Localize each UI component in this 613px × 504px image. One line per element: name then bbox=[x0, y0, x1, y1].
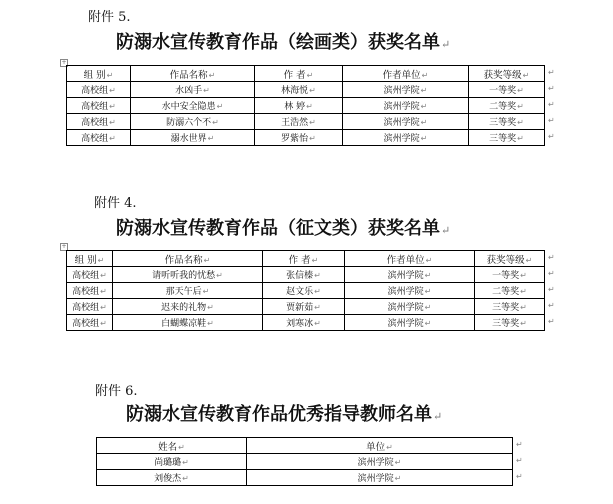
header-unit-text: 单位 bbox=[366, 441, 386, 453]
row-end-mark: ↵ bbox=[548, 301, 555, 310]
cell-mark: ↵ bbox=[207, 134, 215, 143]
header-unit bbox=[247, 438, 513, 454]
cell-mark: ↵ bbox=[208, 70, 216, 80]
cell-mark: ↵ bbox=[203, 255, 211, 265]
row-end-mark: ↵ bbox=[548, 68, 555, 77]
cell-work-name bbox=[131, 130, 255, 146]
section-title-text-2: 防溺水宣传教育作品（征文类）获奖名单 bbox=[116, 218, 440, 239]
cell-author-unit-text: 滨州学院 bbox=[383, 102, 420, 112]
cell-author-text: 刘寒冰 bbox=[286, 319, 314, 329]
cell-mark: ↵ bbox=[178, 442, 185, 452]
header-author bbox=[255, 66, 343, 82]
header-author-text: 作 者 bbox=[283, 69, 306, 81]
cell-mark: ↵ bbox=[314, 303, 321, 312]
paragraph-mark: ↵ bbox=[441, 38, 451, 51]
table-row bbox=[67, 283, 545, 299]
award-table-painting bbox=[66, 65, 545, 146]
cell-group bbox=[67, 82, 131, 98]
cell-group bbox=[67, 98, 131, 114]
cell-mark: ↵ bbox=[100, 271, 107, 280]
cell-mark: ↵ bbox=[520, 287, 527, 296]
cell-mark: ↵ bbox=[424, 303, 432, 312]
cell-author-text: 王浩然 bbox=[281, 118, 309, 128]
table-row bbox=[67, 130, 545, 146]
header-group bbox=[67, 251, 113, 267]
cell-mark: ↵ bbox=[216, 102, 224, 111]
cell-mark: ↵ bbox=[520, 271, 527, 280]
cell-author-unit bbox=[343, 114, 469, 130]
header-award-level-text: 获奖等级 bbox=[483, 69, 522, 81]
cell-award-level bbox=[475, 267, 545, 283]
table-row bbox=[67, 82, 545, 98]
table-row bbox=[97, 470, 513, 486]
attachment-label-2: 附件 4. bbox=[94, 196, 137, 211]
row-end-mark: ↵ bbox=[548, 84, 555, 93]
cell-mark: ↵ bbox=[394, 458, 402, 467]
cell-name bbox=[97, 470, 247, 486]
cell-author bbox=[255, 98, 343, 114]
cell-award-level-text: 二等奖 bbox=[492, 287, 520, 297]
award-table-essay bbox=[66, 250, 545, 331]
header-work-name-text: 作品名称 bbox=[164, 254, 203, 266]
cell-author-text: 贾新茹 bbox=[286, 303, 314, 313]
section-title-text-1: 防溺水宣传教育作品（绘画类）获奖名单 bbox=[116, 32, 440, 53]
cell-mark: ↵ bbox=[517, 134, 524, 143]
cell-mark: ↵ bbox=[97, 255, 105, 265]
table-row bbox=[67, 98, 545, 114]
row-end-mark: ↵ bbox=[548, 116, 555, 125]
cell-mark: ↵ bbox=[212, 118, 219, 127]
cell-author bbox=[255, 130, 343, 146]
header-name-text: 姓名 bbox=[158, 441, 178, 453]
cell-author-text: 张信榛 bbox=[286, 271, 314, 281]
cell-group bbox=[67, 315, 113, 331]
header-work-name bbox=[113, 251, 263, 267]
cell-author-unit bbox=[345, 315, 475, 331]
teacher-table bbox=[96, 437, 513, 486]
cell-work-name-text: 水凶手 bbox=[175, 86, 203, 96]
table-row bbox=[67, 114, 545, 130]
cell-mark: ↵ bbox=[311, 255, 319, 265]
cell-mark: ↵ bbox=[517, 86, 524, 95]
cell-award-level-text: 三等奖 bbox=[492, 319, 520, 329]
cell-author-unit-text: 滨州学院 bbox=[387, 287, 424, 297]
header-author-unit bbox=[345, 251, 475, 267]
row-end-mark: ↵ bbox=[548, 253, 555, 262]
attachment-label-3: 附件 6. bbox=[95, 384, 138, 399]
cell-work-name-text: 迟来的礼物 bbox=[161, 303, 207, 313]
cell-unit-text: 滨州学院 bbox=[357, 474, 394, 484]
cell-mark: ↵ bbox=[314, 319, 321, 328]
header-author-text: 作 者 bbox=[288, 254, 311, 266]
cell-award-level bbox=[475, 283, 545, 299]
cell-group-text: 高校组 bbox=[81, 118, 109, 128]
cell-mark: ↵ bbox=[420, 86, 428, 95]
cell-mark: ↵ bbox=[100, 287, 107, 296]
cell-mark: ↵ bbox=[309, 134, 316, 143]
row-end-mark: ↵ bbox=[548, 317, 555, 326]
header-group-text: 组 别 bbox=[83, 69, 106, 81]
cell-mark: ↵ bbox=[420, 102, 428, 111]
header-work-name-text: 作品名称 bbox=[169, 69, 208, 81]
cell-mark: ↵ bbox=[109, 102, 116, 111]
header-work-name bbox=[131, 66, 255, 82]
cell-author bbox=[263, 283, 345, 299]
cell-author-unit-text: 滨州学院 bbox=[387, 303, 424, 313]
cell-group-text: 高校组 bbox=[72, 303, 100, 313]
cell-author-unit-text: 滨州学院 bbox=[383, 86, 420, 96]
cell-mark: ↵ bbox=[309, 86, 316, 95]
cell-award-level-text: 三等奖 bbox=[492, 303, 520, 313]
row-end-mark: ↵ bbox=[548, 269, 555, 278]
cell-award-level bbox=[475, 315, 545, 331]
cell-author-unit-text: 滨州学院 bbox=[383, 134, 420, 144]
cell-mark: ↵ bbox=[100, 319, 107, 328]
cell-mark: ↵ bbox=[182, 474, 189, 483]
cell-name-text: 刘俊杰 bbox=[154, 474, 182, 484]
cell-group-text: 高校组 bbox=[81, 102, 109, 112]
table-row bbox=[67, 315, 545, 331]
header-award-level-text: 获奖等级 bbox=[486, 254, 525, 266]
cell-mark: ↵ bbox=[520, 303, 527, 312]
cell-author-unit bbox=[343, 82, 469, 98]
row-end-mark: ↵ bbox=[548, 132, 555, 141]
cell-work-name bbox=[113, 283, 263, 299]
cell-work-name-text: 白蝴蝶凉鞋 bbox=[161, 319, 207, 329]
cell-author-unit-text: 滨州学院 bbox=[383, 118, 420, 128]
cell-group bbox=[67, 299, 113, 315]
cell-mark: ↵ bbox=[420, 134, 428, 143]
table-move-handle-2[interactable]: + bbox=[61, 243, 67, 250]
attachment-label-1: 附件 5. bbox=[88, 10, 131, 25]
cell-author-unit bbox=[345, 283, 475, 299]
cell-name bbox=[97, 454, 247, 470]
header-group bbox=[67, 66, 131, 82]
cell-author bbox=[263, 267, 345, 283]
cell-group-text: 高校组 bbox=[72, 287, 100, 297]
cell-group-text: 高校组 bbox=[81, 134, 109, 144]
table-row bbox=[67, 267, 545, 283]
cell-mark: ↵ bbox=[517, 102, 524, 111]
cell-group bbox=[67, 267, 113, 283]
cell-group-text: 高校组 bbox=[72, 319, 100, 329]
header-award-level bbox=[469, 66, 545, 82]
cell-unit bbox=[247, 454, 513, 470]
cell-award-level-text: 一等奖 bbox=[489, 86, 517, 96]
header-award-level bbox=[475, 251, 545, 267]
cell-award-level-text: 二等奖 bbox=[489, 102, 517, 112]
cell-group bbox=[67, 130, 131, 146]
cell-work-name-text: 那天午后 bbox=[165, 287, 202, 297]
cell-author bbox=[263, 299, 345, 315]
cell-work-name bbox=[113, 299, 263, 315]
row-end-mark: ↵ bbox=[516, 472, 523, 481]
cell-award-level-text: 三等奖 bbox=[489, 118, 517, 128]
cell-mark: ↵ bbox=[421, 70, 429, 80]
cell-mark: ↵ bbox=[420, 118, 428, 127]
header-author-unit bbox=[343, 66, 469, 82]
cell-work-name bbox=[131, 98, 255, 114]
cell-group-text: 高校组 bbox=[72, 271, 100, 281]
cell-group bbox=[67, 114, 131, 130]
row-end-mark: ↵ bbox=[548, 285, 555, 294]
cell-mark: ↵ bbox=[309, 118, 316, 127]
cell-mark: ↵ bbox=[203, 86, 210, 95]
table-header-row bbox=[97, 438, 513, 454]
cell-mark: ↵ bbox=[216, 271, 223, 280]
cell-award-level-text: 三等奖 bbox=[489, 134, 517, 144]
cell-author-text: 林 婷 bbox=[284, 102, 306, 112]
cell-award-level bbox=[469, 114, 545, 130]
cell-mark: ↵ bbox=[106, 70, 114, 80]
cell-work-name bbox=[131, 82, 255, 98]
cell-mark: ↵ bbox=[424, 287, 432, 296]
cell-award-level bbox=[469, 82, 545, 98]
cell-name-text: 尚璐璐 bbox=[154, 458, 182, 468]
cell-author-unit-text: 滨州学院 bbox=[387, 319, 424, 329]
cell-work-name-text: 溺水世界 bbox=[170, 134, 207, 144]
cell-mark: ↵ bbox=[520, 319, 527, 328]
cell-mark: ↵ bbox=[207, 319, 214, 328]
cell-author-unit bbox=[345, 267, 475, 283]
cell-unit-text: 滨州学院 bbox=[357, 458, 394, 468]
section-title-3 bbox=[126, 404, 442, 428]
cell-mark: ↵ bbox=[306, 70, 314, 80]
section-title-1 bbox=[116, 32, 450, 56]
paragraph-mark: ↵ bbox=[433, 410, 443, 423]
cell-mark: ↵ bbox=[109, 86, 116, 95]
table-row bbox=[97, 454, 513, 470]
cell-mark: ↵ bbox=[314, 271, 321, 280]
cell-mark: ↵ bbox=[100, 303, 107, 312]
cell-mark: ↵ bbox=[424, 271, 432, 280]
header-author bbox=[263, 251, 345, 267]
cell-mark: ↵ bbox=[394, 474, 402, 483]
row-end-mark: ↵ bbox=[516, 456, 523, 465]
cell-mark: ↵ bbox=[314, 287, 321, 296]
cell-author-unit bbox=[345, 299, 475, 315]
cell-mark: ↵ bbox=[424, 319, 432, 328]
cell-author bbox=[255, 82, 343, 98]
cell-author-unit-text: 滨州学院 bbox=[387, 271, 424, 281]
cell-mark: ↵ bbox=[306, 102, 313, 111]
table-header-row bbox=[67, 251, 545, 267]
cell-mark: ↵ bbox=[109, 134, 116, 143]
cell-mark: ↵ bbox=[386, 442, 393, 452]
header-author-unit-text: 作者单位 bbox=[382, 69, 421, 81]
cell-mark: ↵ bbox=[517, 118, 524, 127]
cell-award-level-text: 一等奖 bbox=[492, 271, 520, 281]
cell-work-name bbox=[131, 114, 255, 130]
table-header-row bbox=[67, 66, 545, 82]
cell-group-text: 高校组 bbox=[81, 86, 109, 96]
cell-author-text: 罗紫怡 bbox=[281, 134, 309, 144]
header-author-unit-text: 作者单位 bbox=[386, 254, 425, 266]
cell-work-name bbox=[113, 315, 263, 331]
cell-mark: ↵ bbox=[425, 255, 433, 265]
cell-award-level bbox=[469, 130, 545, 146]
cell-author bbox=[255, 114, 343, 130]
cell-work-name bbox=[113, 267, 263, 283]
cell-author-text: 林海悦 bbox=[281, 86, 309, 96]
header-group-text: 组 别 bbox=[74, 254, 97, 266]
cell-author bbox=[263, 315, 345, 331]
header-name bbox=[97, 438, 247, 454]
cell-mark: ↵ bbox=[525, 255, 533, 265]
cell-mark: ↵ bbox=[207, 303, 214, 312]
cell-mark: ↵ bbox=[109, 118, 116, 127]
cell-author-unit bbox=[343, 98, 469, 114]
cell-work-name-text: 请听听我的忧愁 bbox=[152, 271, 216, 281]
cell-mark: ↵ bbox=[182, 458, 189, 467]
cell-author-unit bbox=[343, 130, 469, 146]
paragraph-mark: ↵ bbox=[441, 224, 451, 237]
cell-work-name-text: 水中安全隐患 bbox=[161, 102, 216, 112]
cell-work-name-text: 防溺六个不 bbox=[166, 118, 212, 128]
cell-author-text: 赵文乐 bbox=[286, 287, 314, 297]
cell-mark: ↵ bbox=[522, 70, 530, 80]
cell-group bbox=[67, 283, 113, 299]
table-move-handle-1[interactable]: + bbox=[61, 59, 67, 66]
section-title-2 bbox=[116, 218, 450, 242]
cell-unit bbox=[247, 470, 513, 486]
row-end-mark: ↵ bbox=[516, 440, 523, 449]
cell-mark: ↵ bbox=[202, 287, 210, 296]
table-row bbox=[67, 299, 545, 315]
row-end-mark: ↵ bbox=[548, 100, 555, 109]
cell-award-level bbox=[469, 98, 545, 114]
cell-award-level bbox=[475, 299, 545, 315]
section-title-text-3: 防溺水宣传教育作品优秀指导教师名单 bbox=[126, 404, 432, 425]
